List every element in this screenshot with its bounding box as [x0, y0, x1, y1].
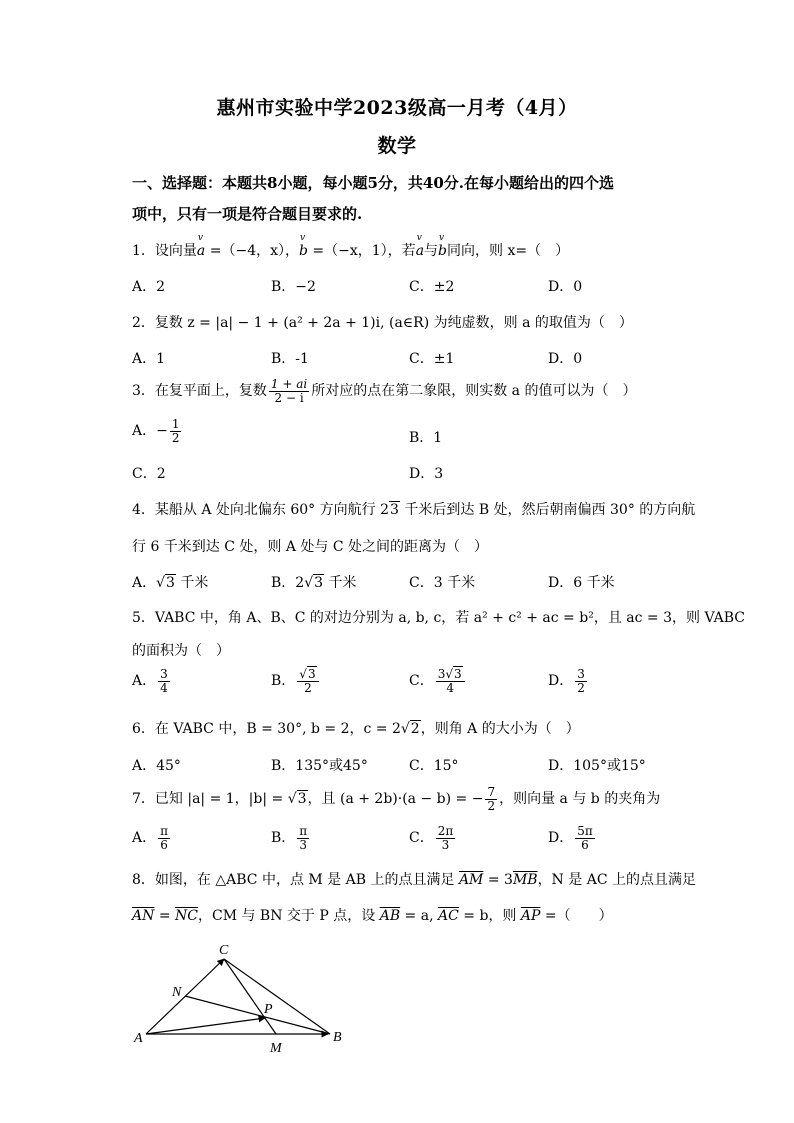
- q1-text-e: =（−x，1），若: [307, 243, 416, 259]
- q4-text-a: 4．某船从 A 处向北偏东 60° 方向航行 2: [132, 502, 389, 518]
- q5-option-a-den: 4: [160, 680, 168, 695]
- q7-option-d-fraction: [575, 825, 595, 851]
- q7-option-a: [132, 825, 172, 851]
- q8-vector-mb: $\overline{MB}$: [512, 872, 538, 888]
- q7-text-d: ，则向量 a 与 b 的夹角为: [499, 791, 661, 808]
- q5-option-a: [132, 668, 172, 694]
- question-7: 7．已知 |a| = 1，|b| = √3，且 (a + 2b)·(a − b) = − $\frac{7}{2}$ ，则向量 a 与 b 的夹角为: [132, 785, 661, 813]
- q8-text-d: ，CM 与 BN 交于 P 点，设: [197, 908, 380, 924]
- triangle-figure: [130, 938, 350, 1058]
- q5-option-a-num: 3: [160, 667, 168, 681]
- q3-option-b: B．1: [409, 430, 443, 446]
- q7-option-b-den: 3: [299, 837, 308, 852]
- q7-option-a-fraction: [158, 825, 170, 851]
- q5-option-c-num: 3√3: [436, 668, 465, 682]
- q3-denominator: 2 − i: [274, 390, 304, 405]
- q8-vector-am: $\overline{AM}$: [458, 872, 484, 888]
- q3-text-post: 所对应的点在第二象限，则实数 a 的值可以为（ ）: [311, 383, 637, 400]
- q1-text-i: 同向，则 x=（ ）: [447, 243, 570, 259]
- q4-option-a-unit: 千米: [175, 575, 209, 591]
- label-m: M: [270, 1041, 282, 1056]
- q7-option-b: [271, 825, 311, 851]
- q3-option-a-fraction: [170, 418, 182, 444]
- q7-option-a-den: 6: [160, 837, 168, 852]
- q8-text-a: 8．如图，在 △ABC 中，点 M 是 AB 上的点且满足: [132, 872, 459, 888]
- section-heading-line2: 项中，只有一项是符合题目要求的.: [132, 205, 363, 223]
- q2-option-d: D．0: [548, 351, 583, 367]
- q6-option-d: D．105°或15°: [548, 758, 646, 774]
- q4-option-a: A．√3 千米: [132, 575, 209, 591]
- q6-text-c: ，则角 A 的大小为（ ）: [420, 721, 580, 737]
- q3-option-a-prefix: A．−: [132, 423, 168, 440]
- q5-option-b-prefix: B．: [271, 673, 296, 690]
- q5-option-d: [548, 668, 589, 694]
- q8-text-e: ，N 是 AC 上的点且满足: [537, 872, 696, 888]
- q5-option-c-fraction: [436, 668, 465, 694]
- q3-fraction: [269, 378, 309, 404]
- q7-option-c-fraction: [436, 825, 456, 851]
- question-2: 2．复数 z = |a| − 1 + (a² + 2a + 1)i, (a∈R) 为纯虚数，则 a 的取值为（ ）: [132, 315, 633, 331]
- q7-option-c: [409, 825, 457, 851]
- q1-vector-a: v a: [197, 243, 205, 259]
- q8-vector-nc: $\overline{NC}$: [175, 908, 198, 924]
- label-c: C: [219, 943, 229, 958]
- q5-option-b: [271, 668, 321, 694]
- q5-option-b-den: 2: [304, 680, 312, 695]
- q1-text-c: =（−4，x），: [205, 243, 299, 259]
- exam-title: 惠州市实验中学2023级高一月考（4月）: [216, 97, 578, 119]
- q8-vector-ap: $\overline{AP}$: [520, 908, 541, 924]
- q3-option-c: C．2: [132, 466, 166, 482]
- q5-option-b-fraction: [297, 668, 318, 694]
- q4-option-b-sqrt: 3: [314, 575, 324, 591]
- q4-option-b: B．2√3 千米: [271, 575, 357, 591]
- q3-text-pre: 3．在复平面上，复数: [132, 383, 267, 400]
- q5-option-c-den: 4: [446, 680, 454, 695]
- vector-ap: [146, 1018, 265, 1034]
- q5-option-d-prefix: D．: [548, 673, 574, 690]
- q1-vector-b2: v b: [438, 243, 447, 259]
- q1-option-b: B．−2: [271, 279, 316, 295]
- label-p: P: [264, 1002, 273, 1017]
- q5-option-c-prefix: C．: [409, 673, 434, 690]
- q7-option-c-num: 2π: [437, 824, 454, 838]
- q5-option-a-fraction: [158, 668, 170, 694]
- question-4-line1: [132, 499, 695, 519]
- q7-numerator: 7: [487, 785, 496, 799]
- q4-option-b-unit: 千米: [324, 575, 357, 591]
- q5-option-c: [409, 668, 467, 694]
- q7-option-a-prefix: A．: [132, 830, 157, 847]
- q5-option-c-sqrt: 3: [454, 667, 462, 681]
- question-4-line2: 行 6 千米到达 C 处，则 A 处与 C 处之间的距离为（ ）: [132, 539, 489, 555]
- q6-sqrt: 2: [410, 721, 420, 737]
- side-cb: [224, 959, 330, 1034]
- q1-vector-b: v b: [299, 243, 308, 259]
- question-1: [132, 240, 569, 260]
- q7-text-a: 7．已知 |a| = 1，|b| =: [132, 791, 288, 808]
- q6-text-a: 6．在 VABC 中，B = 30°, b = 2，c = 2: [132, 721, 401, 737]
- q7-option-c-prefix: C．: [409, 830, 434, 847]
- q7-option-d-prefix: D．: [548, 830, 574, 847]
- q6-option-c: C．15°: [409, 758, 459, 774]
- q8-vector-ab: $\overline{AB}$: [379, 908, 401, 924]
- q5-option-d-den: 2: [577, 680, 585, 695]
- segment-nb: [185, 996, 330, 1034]
- label-n: N: [172, 985, 182, 1000]
- q7-sqrt: 3: [297, 791, 307, 808]
- q1-option-a: A．2: [132, 279, 166, 295]
- q5-option-b-num: √3: [297, 668, 318, 682]
- q2-option-c: C．±1: [409, 351, 455, 367]
- q1-option-c: C．±2: [409, 279, 455, 295]
- q2-option-a: A．1: [132, 351, 166, 367]
- subject-title: 数学: [377, 135, 417, 157]
- question-6: 6．在 VABC 中，B = 30°, b = 2，c = 2√2，则角 A 的大小为（ ）: [132, 721, 580, 737]
- q5-option-a-prefix: A．: [132, 673, 157, 690]
- q4-option-a-sqrt: 3: [166, 575, 175, 591]
- q8-text-f: = a,: [400, 908, 438, 924]
- q1-vector-a2: v a: [416, 243, 424, 259]
- q5-option-d-num: 3: [577, 667, 585, 681]
- q8-text-h: = b，则: [458, 908, 521, 924]
- q1-option-d: D．0: [548, 279, 583, 295]
- q3-option-d: D．3: [409, 466, 444, 482]
- q8-vector-an: $\overline{AN}$: [132, 908, 155, 924]
- q7-option-d: [548, 825, 597, 851]
- section-heading-line1: 一、选择题：本题共8小题，每小题5分，共40分.在每小题给出的四个选: [132, 174, 614, 192]
- question-5-line1: 5．VABC 中，角 A、B、C 的对边分别为 a, b, c，若 a² + c² + ac = b²，且 ac = 3，则 VABC: [132, 610, 745, 626]
- q5-option-b-sqrt: 3: [307, 667, 316, 681]
- q7-fraction: [485, 786, 497, 812]
- q4-sqrt: 3: [390, 502, 399, 518]
- label-b: B: [333, 1030, 342, 1045]
- q7-option-b-num: π: [299, 824, 308, 838]
- q7-option-b-prefix: B．: [271, 830, 296, 847]
- q7-option-b-fraction: [297, 825, 309, 851]
- question-8-line2: [132, 905, 613, 925]
- q1-text-g: 与: [424, 243, 439, 259]
- q8-text-eq: =: [154, 908, 176, 924]
- q7-text-c: ，且 (a + 2b)·(a − b) = −: [307, 791, 484, 808]
- q4-option-b-prefix: B．2: [271, 575, 305, 591]
- q2-option-b: B．-1: [271, 351, 309, 367]
- q7-option-d-num: 5π: [577, 824, 593, 838]
- q7-denominator: 2: [487, 798, 496, 813]
- question-5-line2: 的面积为（ ）: [132, 643, 230, 659]
- q1-text-a: 1．设向量: [132, 243, 197, 259]
- q3-option-a: [132, 418, 183, 444]
- q7-option-a-num: π: [160, 824, 169, 838]
- q5-option-c-coef: 3: [437, 667, 446, 681]
- q8-text-c: = 3: [483, 872, 513, 888]
- q3-option-a-den: 2: [171, 430, 180, 445]
- q4-option-a-prefix: A．: [132, 575, 157, 591]
- q6-option-a: A．45°: [132, 758, 181, 774]
- q7-option-d-den: 6: [581, 837, 589, 852]
- q6-option-b: B．135°或45°: [271, 758, 368, 774]
- q7-option-c-den: 3: [441, 837, 450, 852]
- q4-option-d: D．6 千米: [548, 575, 615, 591]
- q5-option-d-fraction: [575, 668, 587, 694]
- q4-option-c: C．3 千米: [409, 575, 476, 591]
- question-8-line1: [132, 869, 696, 889]
- q8-vector-ac: $\overline{AC}$: [438, 908, 459, 924]
- q4-text-c: 千米后到达 B 处，然后朝南偏西 30° 的方向航: [399, 502, 696, 518]
- question-3: [132, 378, 636, 404]
- label-a: A: [134, 1031, 143, 1046]
- q3-numerator: 1 + ai: [270, 377, 308, 391]
- q8-text-j: =（ ）: [540, 908, 613, 924]
- q3-option-a-num: 1: [171, 417, 180, 431]
